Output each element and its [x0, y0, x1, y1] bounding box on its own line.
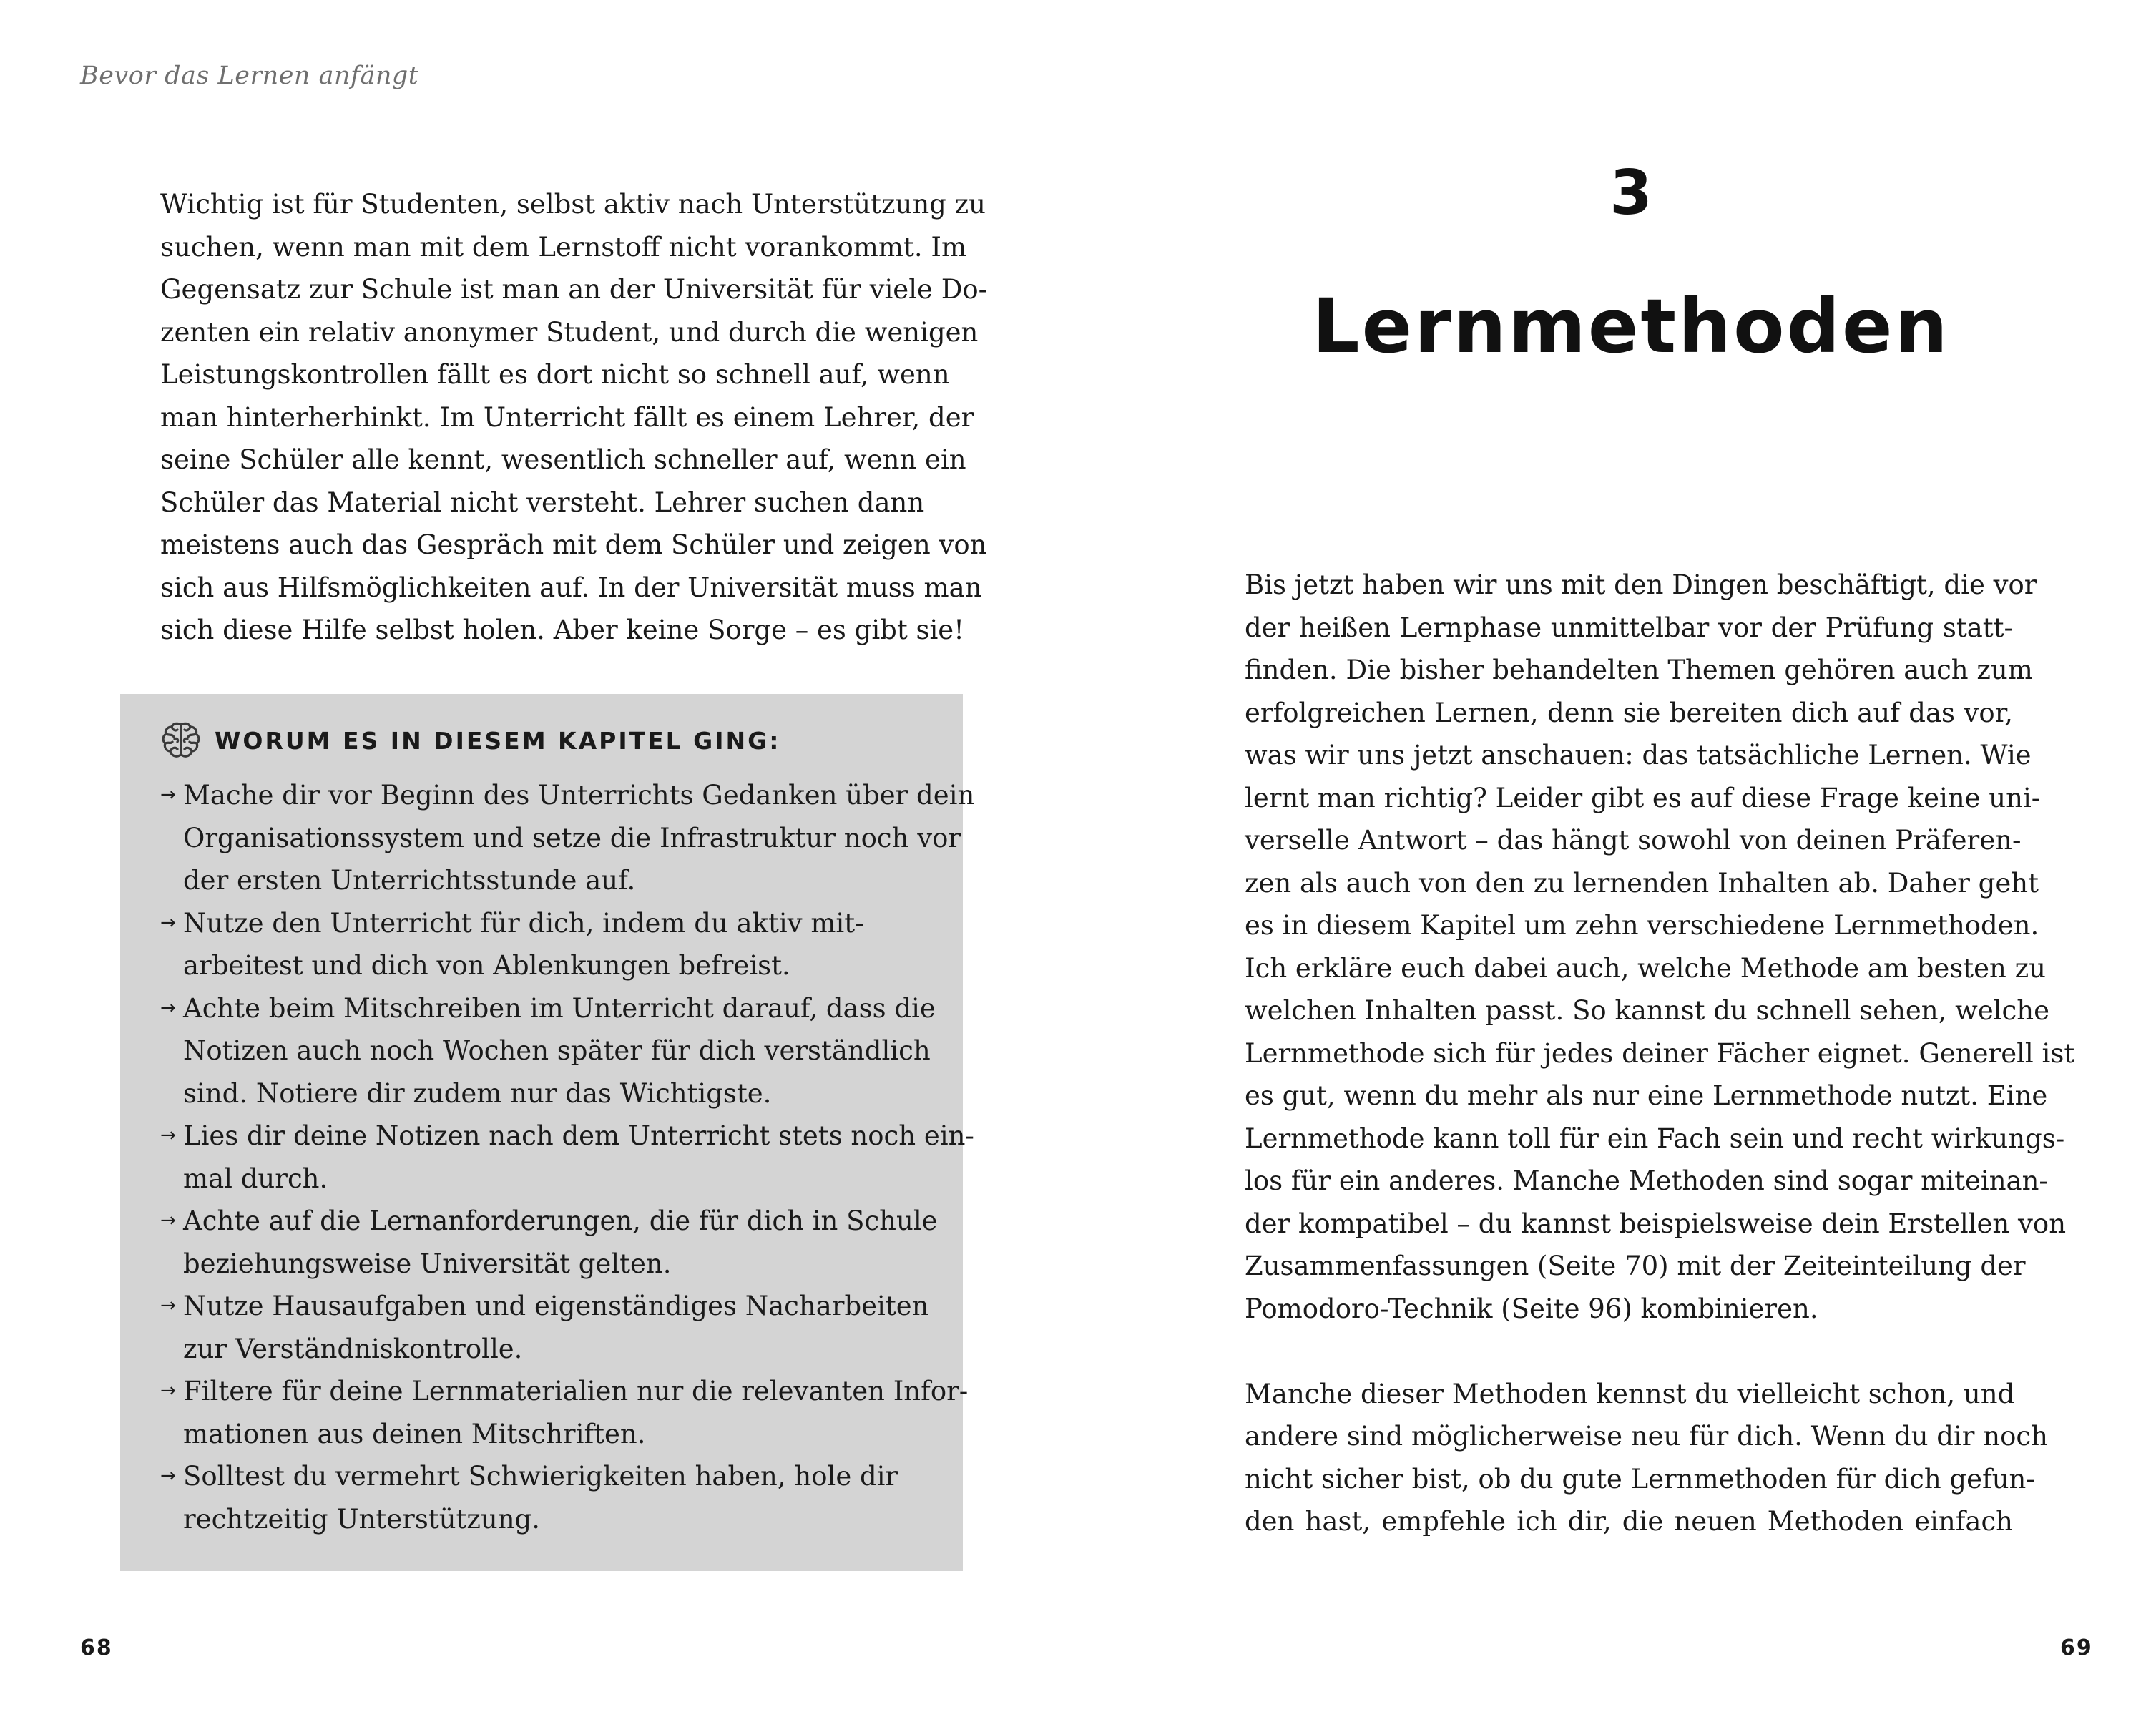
arrow-right-icon: →: [160, 997, 176, 1019]
text-line: der heißen Lernphase unmittelbar vor der Prüfung statt-: [1245, 612, 2013, 643]
list-item-line: zur Verständniskontrolle.: [183, 1333, 523, 1364]
list-item-line: der ersten Unterrichtsstunde auf.: [183, 865, 636, 896]
text-line: was wir uns jetzt anschauen: das tatsächliche Lernen. Wie: [1245, 740, 2032, 771]
list-item-line: Achte auf die Lernanforderungen, die für dich in Schule: [183, 1205, 938, 1236]
arrow-right-icon: →: [160, 1380, 176, 1402]
list-item-line: mationen aus deinen Mitschriften.: [183, 1418, 646, 1449]
list-item-line: Nutze Hausaufgaben und eigenständiges Nacharbeiten: [183, 1291, 929, 1321]
arrow-right-icon: →: [160, 1125, 176, 1146]
list-item-line: Achte beim Mitschreiben im Unterricht darauf, dass die: [183, 992, 936, 1024]
page-number-left: 68: [80, 1635, 113, 1660]
text-line: Manche dieser Methoden kennst du vielleicht schon, und: [1245, 1378, 2015, 1409]
list-item: [160, 1200, 938, 1285]
list-item: [160, 774, 975, 902]
text-line: finden. Die bisher behandelten Themen gehören auch zum: [1245, 655, 2033, 685]
text-line: los für ein anderes. Manche Methoden sind sogar miteinan-: [1245, 1165, 2048, 1196]
list-item-line: rechtzeitig Unterstützung.: [183, 1503, 540, 1535]
list-item: [160, 1370, 969, 1455]
page-number-right: 69: [2060, 1635, 2093, 1660]
text-line: erfolgreichen Lernen, denn sie bereiten dich auf das vor,: [1245, 697, 2013, 728]
text-line: Wichtig ist für Studenten, selbst aktiv nach Unterstützung zu: [160, 189, 986, 220]
list-item-line: Nutze den Unterricht für dich, indem du aktiv mit-: [183, 907, 864, 939]
brain-icon: [160, 720, 202, 761]
text-line: sich diese Hilfe selbst holen. Aber keine Sorge – es gibt sie!: [160, 615, 965, 645]
list-item-line: beziehungsweise Universität gelten.: [183, 1248, 672, 1279]
right-body-text: [1245, 564, 2075, 1543]
text-line: verselle Antwort – das hängt sowohl von deinen Präferen-: [1245, 825, 2022, 856]
text-line: lernt man richtig? Leider gibt es auf diese Frage keine uni-: [1245, 782, 2041, 813]
text-line: man hinterherhinkt. Im Unterricht fällt es einem Lehrer, der: [160, 401, 974, 433]
list-item: [160, 1455, 934, 1540]
text-line: Bis jetzt haben wir uns mit den Dingen beschäftigt, die vor: [1245, 569, 2037, 600]
arrow-right-icon: →: [160, 1210, 176, 1231]
paragraph: [1245, 564, 2075, 1330]
text-line: suchen, wenn man mit dem Lernstoff nicht vorankommt. Im: [160, 231, 967, 263]
text-line: zen als auch von den zu lernenden Inhalten ab. Daher geht: [1245, 867, 2039, 899]
text-line: welchen Inhalten passt. So kannst du schnell sehen, welche: [1245, 995, 2049, 1026]
text-line: es in diesem Kapitel um zehn verschiedene Lernmethoden.: [1245, 910, 2039, 941]
paragraph: [1245, 1373, 2048, 1543]
text-line: Gegensatz zur Schule ist man an der Universität für viele Do-: [160, 274, 988, 305]
list-item-line: sind. Notiere dir zudem nur das Wichtigste.: [183, 1077, 772, 1109]
list-item-line: Lies dir deine Notizen nach dem Unterricht stets noch ein-: [183, 1120, 974, 1151]
text-line: der kompatibel – du kannst beispielsweise dein Erstellen von: [1245, 1208, 2067, 1239]
arrow-right-icon: →: [160, 911, 176, 934]
list-item-line: Organisationssystem und setze die Infrastruktur noch vor: [183, 822, 961, 853]
list-item-line: Mache dir vor Beginn des Unterrichts Gedanken über dein: [183, 780, 975, 811]
text-line: seine Schüler alle kennt, wesentlich schneller auf, wenn ein: [160, 444, 966, 475]
text-line: Ich erkläre euch dabei auch, welche Methode am besten zu: [1245, 952, 2046, 984]
text-line: sich aus Hilfsmöglichkeiten auf. In der Universität muss man: [160, 572, 982, 603]
text-line: Lernmethode sich für jedes deiner Fächer eignet. Generell ist: [1245, 1037, 2075, 1069]
summary-title: WORUM ES IN DIESEM KAPITEL GING:: [215, 726, 781, 755]
list-item-line: Notizen auch noch Wochen später für dich verständlich: [183, 1035, 931, 1066]
list-item: [160, 1115, 974, 1200]
left-body-text: [160, 183, 988, 652]
list-item-line: arbeitest und dich von Ablenkungen befreist.: [183, 950, 790, 981]
arrow-right-icon: →: [160, 1295, 176, 1316]
text-line: den hast, empfehle ich dir, die neuen Methoden einfach: [1245, 1506, 2013, 1537]
summary-header: [160, 720, 780, 761]
text-line: Lernmethode kann toll für ein Fach sein und recht wirkungs-: [1245, 1122, 2065, 1154]
text-line: zenten ein relativ anonymer Student, und durch die wenigen: [160, 316, 979, 348]
arrow-right-icon: →: [160, 784, 176, 806]
chapter-summary-box: [120, 694, 975, 1571]
list-item-line: Solltest du vermehrt Schwierigkeiten haben, hole dir: [183, 1461, 898, 1492]
text-line: meistens auch das Gespräch mit dem Schüler und zeigen von: [160, 529, 987, 560]
list-item: [160, 987, 934, 1115]
list-item: [160, 1285, 934, 1370]
arrow-right-icon: →: [160, 1465, 176, 1487]
text-line: Pomodoro-Technik (Seite 96) kombinieren.: [1245, 1293, 1818, 1324]
text-line: nicht sicher bist, ob du gute Lernmethoden für dich gefun-: [1245, 1463, 2035, 1495]
list-item-line: mal durch.: [183, 1163, 328, 1194]
running-header: Bevor das Lernen anfängt: [80, 62, 419, 90]
text-line: Leistungskontrollen fällt es dort nicht so schnell auf, wenn: [160, 359, 950, 390]
list-item: [160, 902, 934, 987]
summary-list: [160, 774, 975, 1540]
text-line: andere sind möglicherweise neu für dich. Wenn du dir noch: [1245, 1421, 2048, 1452]
list-item-line: Filtere für deine Lernmaterialien nur die relevanten Infor-: [183, 1376, 969, 1407]
text-line: Zusammenfassungen (Seite 70) mit der Zeiteinteilung der: [1245, 1251, 2026, 1281]
text-line: es gut, wenn du mehr als nur eine Lernmethode nutzt. Eine: [1245, 1080, 2048, 1111]
chapter-title: Lernmethoden: [1312, 283, 1950, 370]
text-line: Schüler das Material nicht versteht. Lehrer suchen dann: [160, 486, 925, 518]
chapter-number: 3: [1609, 157, 1652, 229]
